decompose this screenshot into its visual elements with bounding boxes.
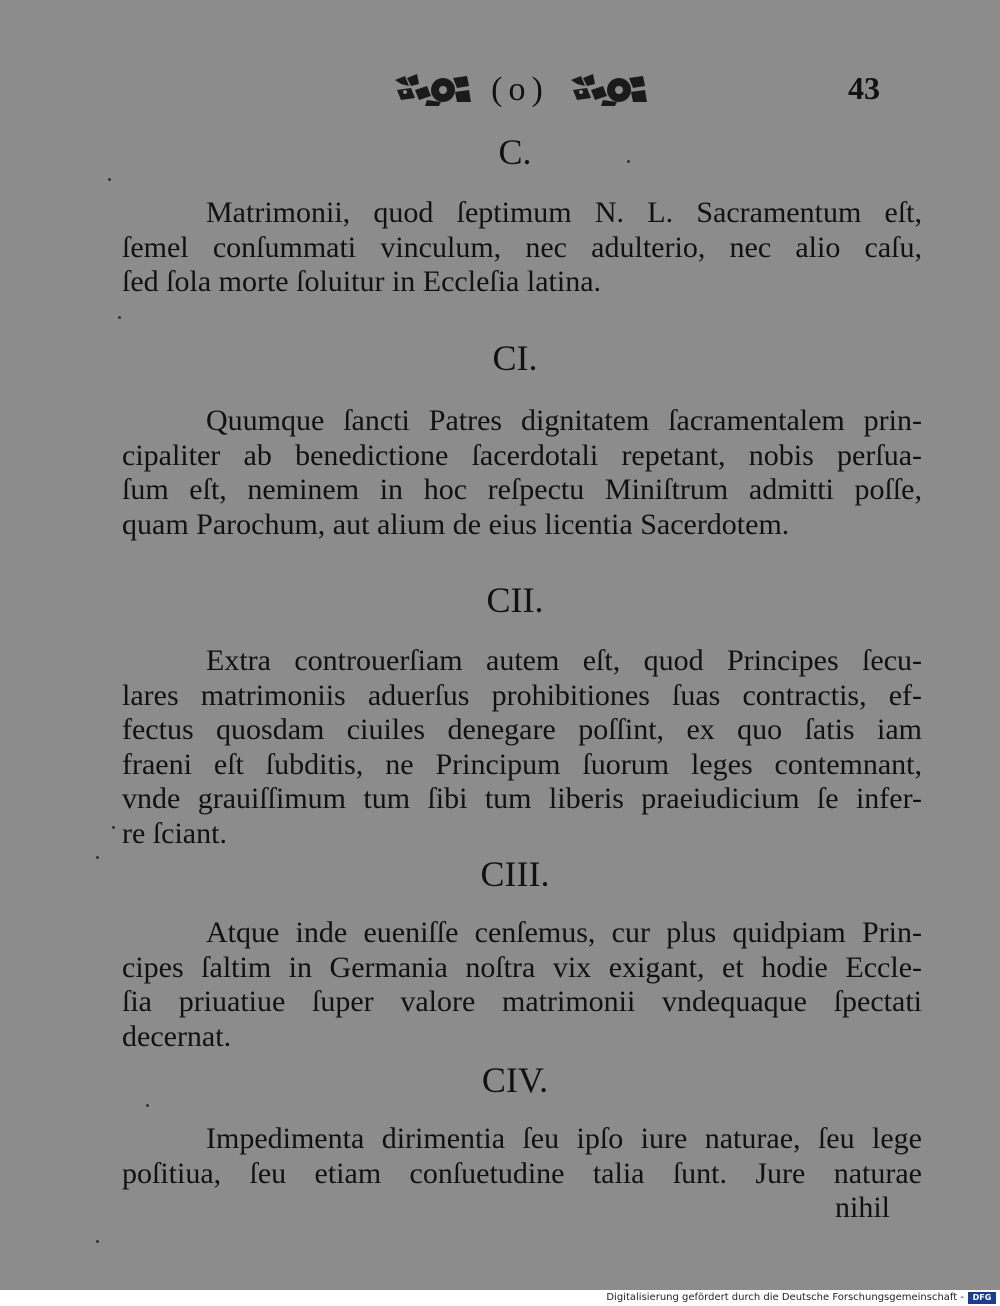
paragraph: [122, 644, 922, 851]
paragraph: [122, 196, 922, 300]
section-number: CI.: [492, 338, 538, 378]
text-line: ſia priuatiue ſuper valore matrimonii vndequaque ſpectati: [122, 985, 922, 1018]
footer-bar: [0, 1290, 1000, 1306]
text-line: vnde grauiſſimum tum ſibi tum liberis praeiudicium ſe infer-: [122, 782, 922, 815]
scan-speck: [112, 826, 115, 829]
footer-credit: Digitalisierung gefördert durch die Deutsche Forschungsgemeinschaft -: [606, 1292, 964, 1303]
paragraph: [122, 916, 922, 1054]
paragraph: [122, 404, 922, 542]
section-number: CIII.: [480, 854, 550, 894]
text-line: lares matrimoniis aduerſus prohibitiones ſuas contractis, ef-: [122, 678, 922, 712]
text-line: ſum eſt, neminem in hoc reſpectu Miniſtrum admitti poſſe,: [122, 473, 922, 506]
scan-speck: [627, 160, 630, 163]
scan-speck: [146, 1104, 149, 1107]
text-line: Atque inde eueniſſe cenſemus, cur plus quidpiam Prin-: [206, 916, 922, 949]
text-line: poſitiua, ſeu etiam conſuetudine talia ſunt. Jure naturae: [122, 1156, 922, 1190]
left-ornament-icon: [391, 72, 473, 108]
text-line: cipaliter ab benedictione ſacerdotali repetant, nobis perſua-: [122, 438, 922, 472]
section-number: CII.: [486, 580, 544, 620]
text-line: ſed ſola morte ſoluitur in Eccleſia latina.: [122, 265, 602, 298]
scan-speck: [108, 178, 111, 181]
section-number: CIV.: [481, 1060, 549, 1100]
page-number: 43: [848, 70, 880, 106]
scan-speck: [96, 1240, 99, 1243]
text-line: ſemel conſummati vinculum, nec adulterio, nec alio caſu,: [122, 230, 922, 264]
dfg-logo[interactable]: DFG: [968, 1292, 996, 1304]
paragraph: [122, 1122, 922, 1226]
text-line: fraeni eſt ſubditis, ne Principum ſuorum leges contemnant,: [122, 747, 922, 781]
text-line: quam Parochum, aut alium de eius licentia Sacerdotem.: [122, 507, 790, 541]
text-line: cipes ſaltim in Germania noſtra vix exigant, et hodie Eccle-: [122, 950, 922, 984]
section-number: C.: [498, 132, 532, 172]
catchword: nihil: [834, 1191, 890, 1224]
scan-speck: [96, 856, 99, 859]
scan-speck: [118, 316, 121, 319]
text-line: fectus quosdam ciuiles denegare poſſint, ex quo ſatis iam: [122, 713, 922, 746]
text-line: Matrimonii, quod ſeptimum N. L. Sacramentum eſt,: [206, 196, 922, 229]
right-ornament-icon: [567, 72, 649, 108]
text-line: Quumque ſancti Patres dignitatem ſacramentalem prin-: [206, 404, 922, 437]
running-head: [370, 68, 670, 112]
text-line: Extra controuerſiam autem eſt, quod Principes ſecu-: [206, 644, 922, 677]
text-line: Impedimenta dirimentia ſeu ipſo iure naturae, ſeu lege: [206, 1122, 922, 1155]
text-line: re ſciant.: [122, 816, 227, 850]
text-line: decernat.: [122, 1019, 232, 1053]
running-head-center: (o): [491, 71, 549, 108]
